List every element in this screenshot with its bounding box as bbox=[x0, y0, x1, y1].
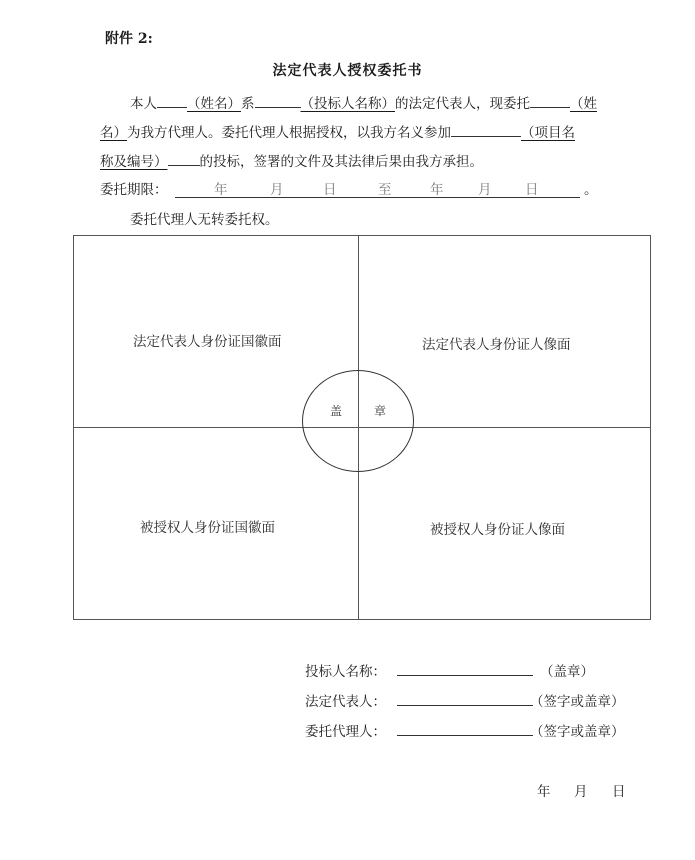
cell-legal-rep-portrait-side[interactable]: 法定代表人身份证人像面 bbox=[422, 337, 571, 353]
period-day-2: 日 bbox=[525, 182, 539, 198]
agent-sign-note: （签字或盖章） bbox=[530, 724, 625, 740]
legal-rep-sign-note: （签字或盖章） bbox=[530, 694, 625, 710]
cell-authorized-portrait-side[interactable]: 被授权人身份证人像面 bbox=[430, 522, 565, 538]
document-title: 法定代表人授权委托书 bbox=[272, 63, 423, 79]
cell-legal-rep-emblem-side[interactable]: 法定代表人身份证国徽面 bbox=[133, 334, 282, 350]
text-segment: 的法定代表人，现委托 bbox=[395, 96, 530, 112]
seal-text-right: 章 bbox=[374, 404, 387, 418]
date-month: 月 bbox=[574, 784, 588, 800]
bidder-seal-note: （盖章） bbox=[540, 664, 594, 680]
bidder-name-placeholder: （投标人名称） bbox=[300, 96, 395, 112]
project-placeholder: （项目名 bbox=[521, 125, 575, 141]
project-placeholder-end: 称及编号） bbox=[100, 154, 168, 170]
date-day: 日 bbox=[612, 784, 626, 800]
legal-rep-label: 法定代表人： bbox=[305, 694, 386, 710]
body-line-1 bbox=[130, 92, 597, 114]
period-label: 委托期限： bbox=[100, 182, 168, 198]
blank-line[interactable] bbox=[255, 92, 301, 108]
period-year-1: 年 bbox=[214, 182, 228, 198]
name-placeholder: （姓名） bbox=[187, 96, 241, 112]
bidder-name-line[interactable] bbox=[397, 675, 533, 676]
blank-line[interactable] bbox=[530, 92, 570, 108]
cell-authorized-emblem-side[interactable]: 被授权人身份证国徽面 bbox=[140, 520, 275, 536]
period-month-2: 月 bbox=[478, 182, 492, 198]
text-segment: 为我方代理人。委托代理人根据授权，以我方名义参加 bbox=[127, 125, 451, 141]
period-year-2: 年 bbox=[430, 182, 444, 198]
legal-rep-line[interactable] bbox=[397, 705, 533, 706]
agent-line[interactable] bbox=[397, 735, 533, 736]
blank-line[interactable] bbox=[451, 121, 521, 137]
bidder-name-label: 投标人名称： bbox=[305, 664, 386, 680]
date-year: 年 bbox=[537, 784, 551, 800]
no-transfer-note: 委托代理人无转委托权。 bbox=[130, 212, 279, 228]
period-day-1: 日 bbox=[323, 182, 337, 198]
agent-label: 委托代理人： bbox=[305, 724, 386, 740]
blank-line[interactable] bbox=[157, 92, 187, 108]
body-line-3 bbox=[100, 150, 483, 172]
period-end: 。 bbox=[584, 182, 598, 198]
period-to: 至 bbox=[378, 182, 392, 198]
text-segment: 的投标，签署的文件及其法律后果由我方承担。 bbox=[199, 154, 483, 170]
period-month-1: 月 bbox=[270, 182, 284, 198]
agent-name-placeholder: （姓 bbox=[570, 96, 597, 112]
appendix-label: 附件 2: bbox=[105, 31, 153, 47]
text-segment: 系 bbox=[241, 96, 255, 112]
blank-line[interactable] bbox=[168, 150, 200, 166]
body-line-2 bbox=[100, 121, 575, 143]
seal-text-left: 盖 bbox=[330, 404, 343, 418]
text-segment: 本人 bbox=[130, 96, 157, 112]
agent-name-placeholder-end: 名） bbox=[100, 125, 127, 141]
seal-circle bbox=[302, 370, 414, 472]
